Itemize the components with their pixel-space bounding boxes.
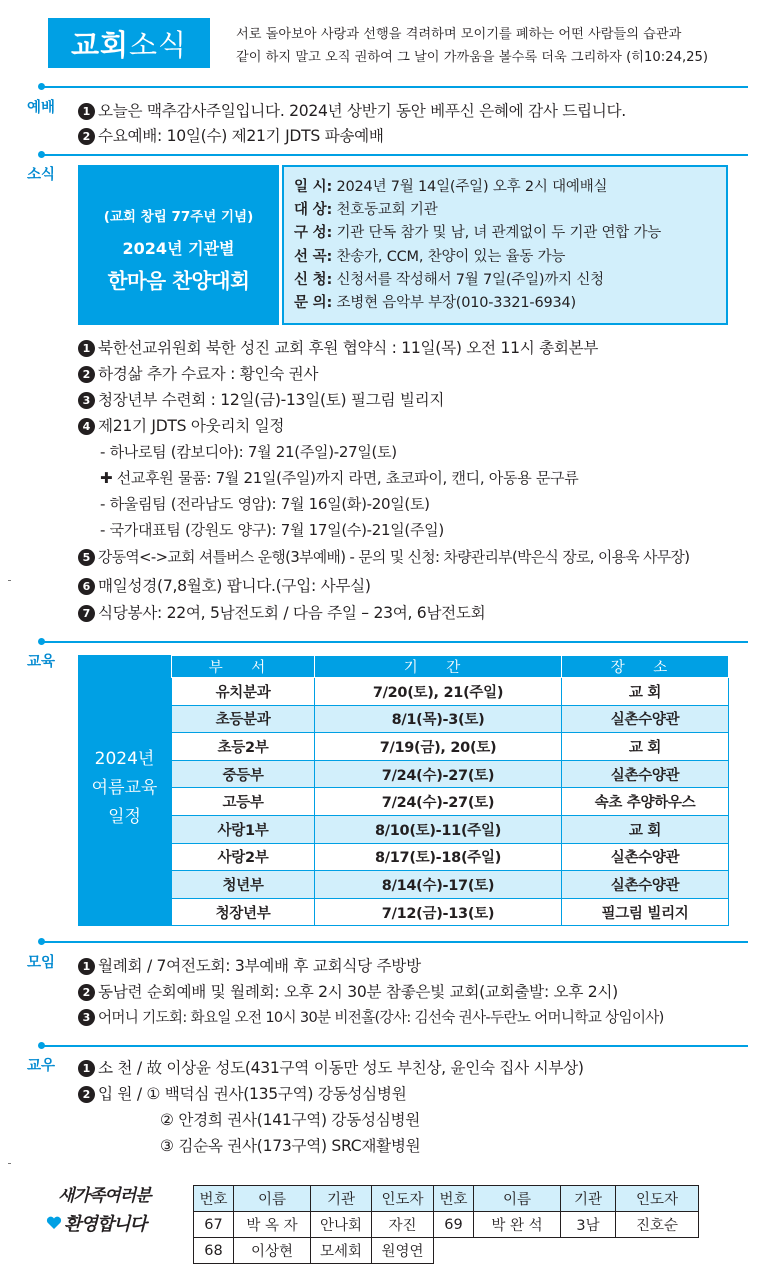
outreach-item: - 국가대표팀 (강원도 양구): 7월 17일(수)-21일(주일): [100, 521, 444, 539]
table-row: [194, 1212, 699, 1238]
meeting-text: 동남련 순회예배 및 월례회: 오후 2시 30분 참좋은빛 교회(교회출발: 오후 2시): [98, 983, 618, 1001]
section-label-news: 소식: [27, 167, 56, 183]
table-cell: 교 회: [562, 678, 729, 706]
meeting-text: 어머니 기도회: 화요일 오전 10시 30분 비전홀(강사: 김선숙 권사-두란노 어머니학교 상임이사): [98, 1009, 664, 1026]
margin-tick: [8, 1163, 11, 1164]
section-label-meeting: 모임: [27, 955, 56, 971]
event-detail-row: [294, 269, 726, 292]
number-badge: 2: [78, 984, 95, 1001]
table-row: [172, 898, 729, 926]
outreach-item: - 하나로팀 (캄보디아): 7월 21(주일)-27일(토): [100, 443, 397, 461]
worship-text: 오늘은 맥추감사주일입니다. 2024년 상반기 동안 베푸신 은혜에 감사 드립니다.: [98, 102, 626, 120]
event-title-box: [78, 165, 279, 325]
news-item: [78, 416, 284, 436]
margin-tick: [8, 580, 11, 581]
section-label-fellowship: 교우: [27, 1058, 56, 1074]
table-cell: 8/10(토)-11(주일): [315, 815, 562, 843]
detail-label: 일 시:: [294, 179, 333, 195]
event-title-line1: 2024년 기관별: [122, 239, 235, 258]
meeting-item: [78, 1008, 664, 1028]
fellowship-item: [78, 1084, 406, 1104]
table-cell: 고등부: [172, 788, 315, 816]
number-badge: 2: [78, 366, 95, 383]
detail-value: 조병현 음악부 부장(010-3321-6934): [332, 295, 577, 312]
detail-value: 찬송가, CCM, 찬양이 있는 율동 가능: [332, 248, 566, 265]
welcome-line-2-wrap: [46, 1210, 191, 1236]
welcome-calligraphy: [46, 1181, 191, 1241]
event-detail-row: [294, 246, 726, 269]
outreach-item: - 하울림팀 (전라남도 영암): 7월 16일(화)-20일(토): [100, 495, 430, 513]
table-cell: 진호순: [616, 1212, 699, 1238]
worship-text: 수요예배: 10일(수) 제21기 JDTS 파송예배: [98, 127, 384, 145]
detail-label: 문 의:: [294, 295, 333, 312]
table-cell: 실촌수양관: [562, 705, 729, 733]
worship-item: [78, 101, 626, 121]
table-cell: 유치분과: [172, 678, 315, 706]
meeting-text: 월례회 / 7여전도회: 3부예배 후 교회식당 주방방: [98, 957, 421, 975]
table-row: [172, 760, 729, 788]
table-cell: 이상현: [234, 1238, 311, 1264]
fellowship-subitem: ③ 김순옥 권사(173구역) SRC재활병원: [160, 1137, 421, 1155]
news-item: [78, 548, 689, 568]
number-badge: 1: [78, 103, 95, 120]
detail-value: 기관 단독 참가 및 남, 녀 관계없이 두 기관 연합 가능: [332, 225, 662, 242]
detail-label: 구 성:: [294, 225, 333, 242]
news-text: 제21기 JDTS 아웃리치 일정: [98, 417, 285, 435]
column-header: 기관: [561, 1186, 616, 1212]
table-cell: 박 옥 자: [234, 1212, 311, 1238]
table-row: [194, 1238, 699, 1264]
column-header: 기 간: [315, 656, 562, 678]
number-badge: 1: [78, 340, 95, 357]
table-header-row: [194, 1186, 699, 1212]
section-label-education: 교육: [27, 654, 56, 670]
table-row: [172, 705, 729, 733]
detail-value: 2024년 7월 14일(주일) 오후 2시 대예배실: [332, 179, 608, 195]
number-badge: 3: [78, 1009, 95, 1026]
table-cell: 7/24(수)-27(토): [315, 788, 562, 816]
number-badge: 1: [78, 1060, 95, 1077]
section-divider: [40, 154, 748, 156]
section-divider: [40, 86, 748, 88]
section-divider: [40, 641, 748, 643]
welcome-line-2: 환영합니다: [64, 1214, 146, 1235]
table-header-row: [172, 656, 729, 678]
detail-label: 선 곡:: [294, 248, 333, 265]
fellowship-text: 입 원 / ① 백덕심 권사(135구역) 강동성심병원: [98, 1085, 407, 1103]
verse-line-1: 서로 돌아보아 사랑과 선행을 격려하며 모이기를 폐하는 어떤 사람들의 습관과: [236, 27, 682, 42]
fellowship-item: [78, 1058, 584, 1078]
news-text: 강동역<->교회 셔틀버스 운행(3부예배) - 문의 및 신청: 차량관리부(박은식 장로, 이용욱 사무장): [98, 549, 690, 566]
table-cell: 초등분과: [172, 705, 315, 733]
table-cell: 청장년부: [172, 898, 315, 926]
news-item: [78, 576, 371, 596]
table-cell: 실촌수양관: [562, 760, 729, 788]
table-cell: 사랑2부: [172, 843, 315, 871]
column-header: 부 서: [172, 656, 315, 678]
detail-label: 대 상:: [294, 202, 333, 219]
section-divider: [40, 1045, 748, 1047]
education-schedule-table: [171, 655, 729, 926]
table-cell: 모세회: [311, 1238, 372, 1264]
number-badge: 2: [78, 1086, 95, 1103]
meeting-item: [78, 956, 421, 976]
detail-value: 신청서를 작성해서 7월 7일(주일)까지 신청: [332, 271, 604, 288]
table-cell: 7/19(금), 20(토): [315, 733, 562, 761]
table-cell: 실촌수양관: [562, 871, 729, 899]
newcomers-table: [193, 1185, 699, 1264]
table-row: [172, 678, 729, 706]
title-bold: 교회: [70, 27, 129, 62]
table-cell: 사랑1부: [172, 815, 315, 843]
table-cell: 69: [434, 1212, 474, 1238]
news-text: 매일성경(7,8월호) 팝니다.(구입: 사무실): [98, 577, 371, 595]
table-cell: 원영연: [372, 1238, 434, 1264]
empty-cell: [561, 1238, 616, 1264]
column-header: 번호: [194, 1186, 234, 1212]
table-row: [172, 788, 729, 816]
number-badge: 5: [78, 549, 95, 566]
event-details-box: [282, 165, 728, 325]
detail-value: 천호동교회 기관: [332, 202, 438, 219]
table-cell: 8/14(수)-17(토): [315, 871, 562, 899]
empty-cell: [616, 1238, 699, 1264]
number-badge: 3: [78, 392, 95, 409]
table-cell: 박 완 석: [474, 1212, 561, 1238]
event-detail-row: [294, 222, 726, 245]
column-header: 이름: [474, 1186, 561, 1212]
education-label-line: 일정: [108, 807, 141, 827]
heart-icon: [46, 1216, 62, 1230]
table-cell: 실촌수양관: [562, 843, 729, 871]
event-subtitle: (교회 창립 77주년 기념): [103, 209, 254, 225]
number-badge: 2: [78, 128, 95, 145]
table-cell: 필그림 빌리지: [562, 898, 729, 926]
news-text: 북한선교위원회 북한 성진 교회 후원 협약식 : 11일(목) 오전 11시 총회본부: [98, 339, 599, 357]
table-cell: 청년부: [172, 871, 315, 899]
news-text: 식당봉사: 22여, 5남전도회 / 다음 주일 – 23여, 6남전도회: [98, 604, 486, 622]
education-label-box: [78, 655, 171, 926]
number-badge: 4: [78, 418, 95, 435]
news-item: [78, 390, 444, 410]
section-divider: [40, 941, 748, 943]
outreach-item: ✚ 선교후원 물품: 7월 21일(주일)까지 라면, 쵸코파이, 캔디, 아동용 문구류: [100, 469, 579, 487]
number-badge: 1: [78, 958, 95, 975]
table-cell: 안나회: [311, 1212, 372, 1238]
table-cell: 7/20(토), 21(주일): [315, 678, 562, 706]
column-header: 장 소: [562, 656, 729, 678]
table-cell: 7/24(수)-27(토): [315, 760, 562, 788]
education-label-line: 여름교육: [91, 778, 158, 798]
meeting-item: [78, 982, 618, 1002]
column-header: 기관: [311, 1186, 372, 1212]
table-cell: 8/17(토)-18(주일): [315, 843, 562, 871]
empty-cell: [474, 1238, 561, 1264]
table-cell: 3남: [561, 1212, 616, 1238]
verse-line-2: 같이 하지 말고 오직 권하여 그 날이 가까움을 볼수록 더욱 그리하자 (히10:24,25): [236, 50, 709, 65]
event-detail-row: [294, 199, 726, 222]
column-header: 이름: [234, 1186, 311, 1212]
table-cell: 교 회: [562, 815, 729, 843]
table-row: [172, 733, 729, 761]
table-cell: 7/12(금)-13(토): [315, 898, 562, 926]
table-cell: 67: [194, 1212, 234, 1238]
table-cell: 8/1(목)-3(토): [315, 705, 562, 733]
table-row: [172, 815, 729, 843]
welcome-line-1: 새가족여러분: [58, 1186, 151, 1206]
event-detail-row: [294, 292, 726, 315]
fellowship-text: 소 천 / 故 이상윤 성도(431구역 이동만 성도 부친상, 윤인숙 집사 시부상): [98, 1059, 584, 1077]
table-row: [172, 843, 729, 871]
table-cell: 속초 추양하우스: [562, 788, 729, 816]
table-cell: 중등부: [172, 760, 315, 788]
education-label-line: 2024년: [94, 749, 155, 769]
table-cell: 자진: [372, 1212, 434, 1238]
news-text: 청장년부 수련회 : 12일(금)-13일(토) 필그림 빌리지: [98, 391, 445, 409]
news-item: [78, 603, 485, 623]
column-header: 번호: [434, 1186, 474, 1212]
number-badge: 7: [78, 605, 95, 622]
news-item: [78, 364, 318, 384]
page-title: [48, 18, 210, 68]
event-title-line2: 한마음 찬양대회: [107, 269, 250, 293]
empty-cell: [434, 1238, 474, 1264]
fellowship-subitem: ② 안경희 권사(141구역) 강동성심병원: [160, 1111, 421, 1129]
column-header: 인도자: [616, 1186, 699, 1212]
table-cell: 68: [194, 1238, 234, 1264]
table-row: [172, 871, 729, 899]
worship-item: [78, 126, 384, 146]
title-light: 소식: [129, 27, 188, 62]
column-header: 인도자: [372, 1186, 434, 1212]
detail-label: 신 청:: [294, 271, 333, 288]
news-text: 하경삶 추가 수료자 : 황인숙 권사: [98, 365, 319, 383]
number-badge: 6: [78, 578, 95, 595]
table-cell: 초등2부: [172, 733, 315, 761]
section-label-worship: 예배: [27, 100, 56, 116]
news-item: [78, 338, 598, 358]
event-detail-row: [294, 176, 726, 199]
table-cell: 교 회: [562, 733, 729, 761]
